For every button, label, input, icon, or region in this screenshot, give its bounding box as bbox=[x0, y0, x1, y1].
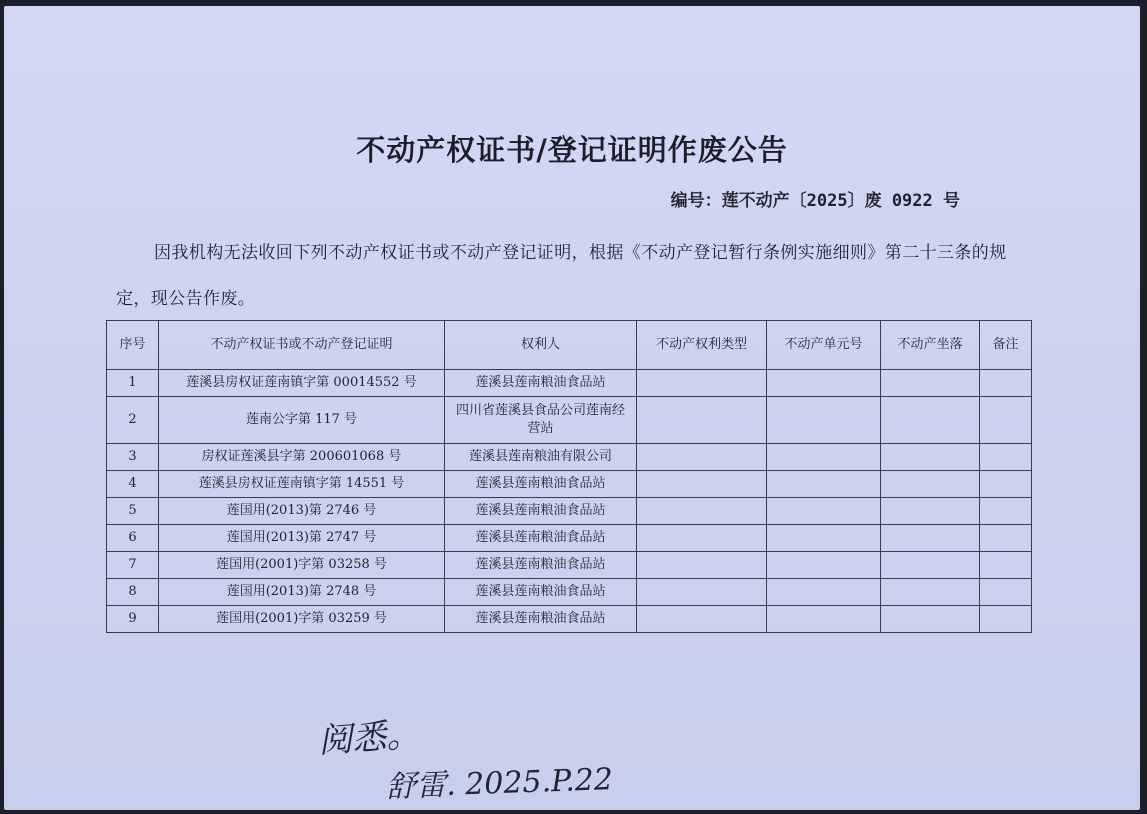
header-cell: 不动产坐落 bbox=[881, 321, 980, 370]
location bbox=[881, 606, 980, 633]
table-row bbox=[107, 552, 1032, 579]
right-type bbox=[637, 370, 767, 397]
unit-number bbox=[767, 498, 881, 525]
right-holder: 四川省莲溪县食品公司莲南经营站 bbox=[445, 397, 637, 444]
table-row bbox=[107, 397, 1032, 444]
right-type bbox=[637, 606, 767, 633]
row-number: 1 bbox=[107, 370, 159, 397]
certificate-number: 房权证莲溪县字第 200601068 号 bbox=[159, 444, 445, 471]
location bbox=[881, 397, 980, 444]
location bbox=[881, 498, 980, 525]
certificate-number: 莲国用(2013)第 2748 号 bbox=[159, 579, 445, 606]
row-number: 4 bbox=[107, 471, 159, 498]
right-type bbox=[637, 471, 767, 498]
note bbox=[980, 579, 1032, 606]
right-holder: 莲溪县莲南粮油有限公司 bbox=[445, 444, 637, 471]
header-cell: 权利人 bbox=[445, 321, 637, 370]
table-header-row bbox=[107, 321, 1032, 370]
handwritten-signature-date: 舒雷. 2025.P.22 bbox=[385, 762, 614, 805]
table-row bbox=[107, 471, 1032, 498]
right-holder: 莲溪县莲南粮油食品站 bbox=[445, 525, 637, 552]
row-number: 6 bbox=[107, 525, 159, 552]
note bbox=[980, 552, 1032, 579]
location bbox=[881, 579, 980, 606]
right-type bbox=[637, 498, 767, 525]
table-row bbox=[107, 606, 1032, 633]
row-number: 7 bbox=[107, 552, 159, 579]
row-number: 3 bbox=[107, 444, 159, 471]
unit-number bbox=[767, 525, 881, 552]
right-type bbox=[637, 579, 767, 606]
location bbox=[881, 471, 980, 498]
header-cell: 不动产权证书或不动产登记证明 bbox=[159, 321, 445, 370]
header-cell: 不动产单元号 bbox=[767, 321, 881, 370]
note bbox=[980, 397, 1032, 444]
certificate-number: 莲国用(2013)第 2747 号 bbox=[159, 525, 445, 552]
location bbox=[881, 552, 980, 579]
certificate-table bbox=[106, 320, 1032, 633]
right-type bbox=[637, 552, 767, 579]
right-type bbox=[637, 397, 767, 444]
note bbox=[980, 370, 1032, 397]
location bbox=[881, 444, 980, 471]
right-holder: 莲溪县莲南粮油食品站 bbox=[445, 606, 637, 633]
header-cell: 备注 bbox=[980, 321, 1032, 370]
unit-number bbox=[767, 552, 881, 579]
right-holder: 莲溪县莲南粮油食品站 bbox=[445, 579, 637, 606]
table-row bbox=[107, 444, 1032, 471]
certificate-number: 莲国用(2013)第 2746 号 bbox=[159, 498, 445, 525]
certificate-number: 莲溪县房权证莲南镇字第 00014552 号 bbox=[159, 370, 445, 397]
right-holder: 莲溪县莲南粮油食品站 bbox=[445, 552, 637, 579]
table-row bbox=[107, 579, 1032, 606]
header-cell: 序号 bbox=[107, 321, 159, 370]
unit-number bbox=[767, 444, 881, 471]
unit-number bbox=[767, 397, 881, 444]
certificate-number: 莲国用(2001)字第 03258 号 bbox=[159, 552, 445, 579]
table-row bbox=[107, 498, 1032, 525]
unit-number bbox=[767, 606, 881, 633]
note bbox=[980, 525, 1032, 552]
right-holder: 莲溪县莲南粮油食品站 bbox=[445, 471, 637, 498]
page-title: 不动产权证书/登记证明作废公告 bbox=[356, 133, 788, 167]
row-number: 2 bbox=[107, 397, 159, 444]
unit-number bbox=[767, 370, 881, 397]
unit-number bbox=[767, 579, 881, 606]
certificate-number: 莲国用(2001)字第 03259 号 bbox=[159, 606, 445, 633]
header-cell: 不动产权利类型 bbox=[637, 321, 767, 370]
table-row bbox=[107, 525, 1032, 552]
handwritten-note: 阅悉。 bbox=[316, 714, 422, 762]
right-holder: 莲溪县莲南粮油食品站 bbox=[445, 370, 637, 397]
note bbox=[980, 606, 1032, 633]
row-number: 8 bbox=[107, 579, 159, 606]
location bbox=[881, 370, 980, 397]
note bbox=[980, 444, 1032, 471]
row-number: 9 bbox=[107, 606, 159, 633]
note bbox=[980, 498, 1032, 525]
right-holder: 莲溪县莲南粮油食品站 bbox=[445, 498, 637, 525]
note bbox=[980, 471, 1032, 498]
right-type bbox=[637, 525, 767, 552]
row-number: 5 bbox=[107, 498, 159, 525]
location bbox=[881, 525, 980, 552]
certificate-number: 莲南公字第 117 号 bbox=[159, 397, 445, 444]
certificate-number: 莲溪县房权证莲南镇字第 14551 号 bbox=[159, 471, 445, 498]
right-type bbox=[637, 444, 767, 471]
unit-number bbox=[767, 471, 881, 498]
table-row bbox=[107, 370, 1032, 397]
notice-paragraph: 因我机构无法收回下列不动产权证书或不动产登记证明，根据《不动产登记暂行条例实施细则》第二十三条的规定，现公告作废。 bbox=[116, 243, 1007, 309]
document-number: 编号：莲不动产〔2025〕废 0922 号 bbox=[670, 191, 960, 211]
